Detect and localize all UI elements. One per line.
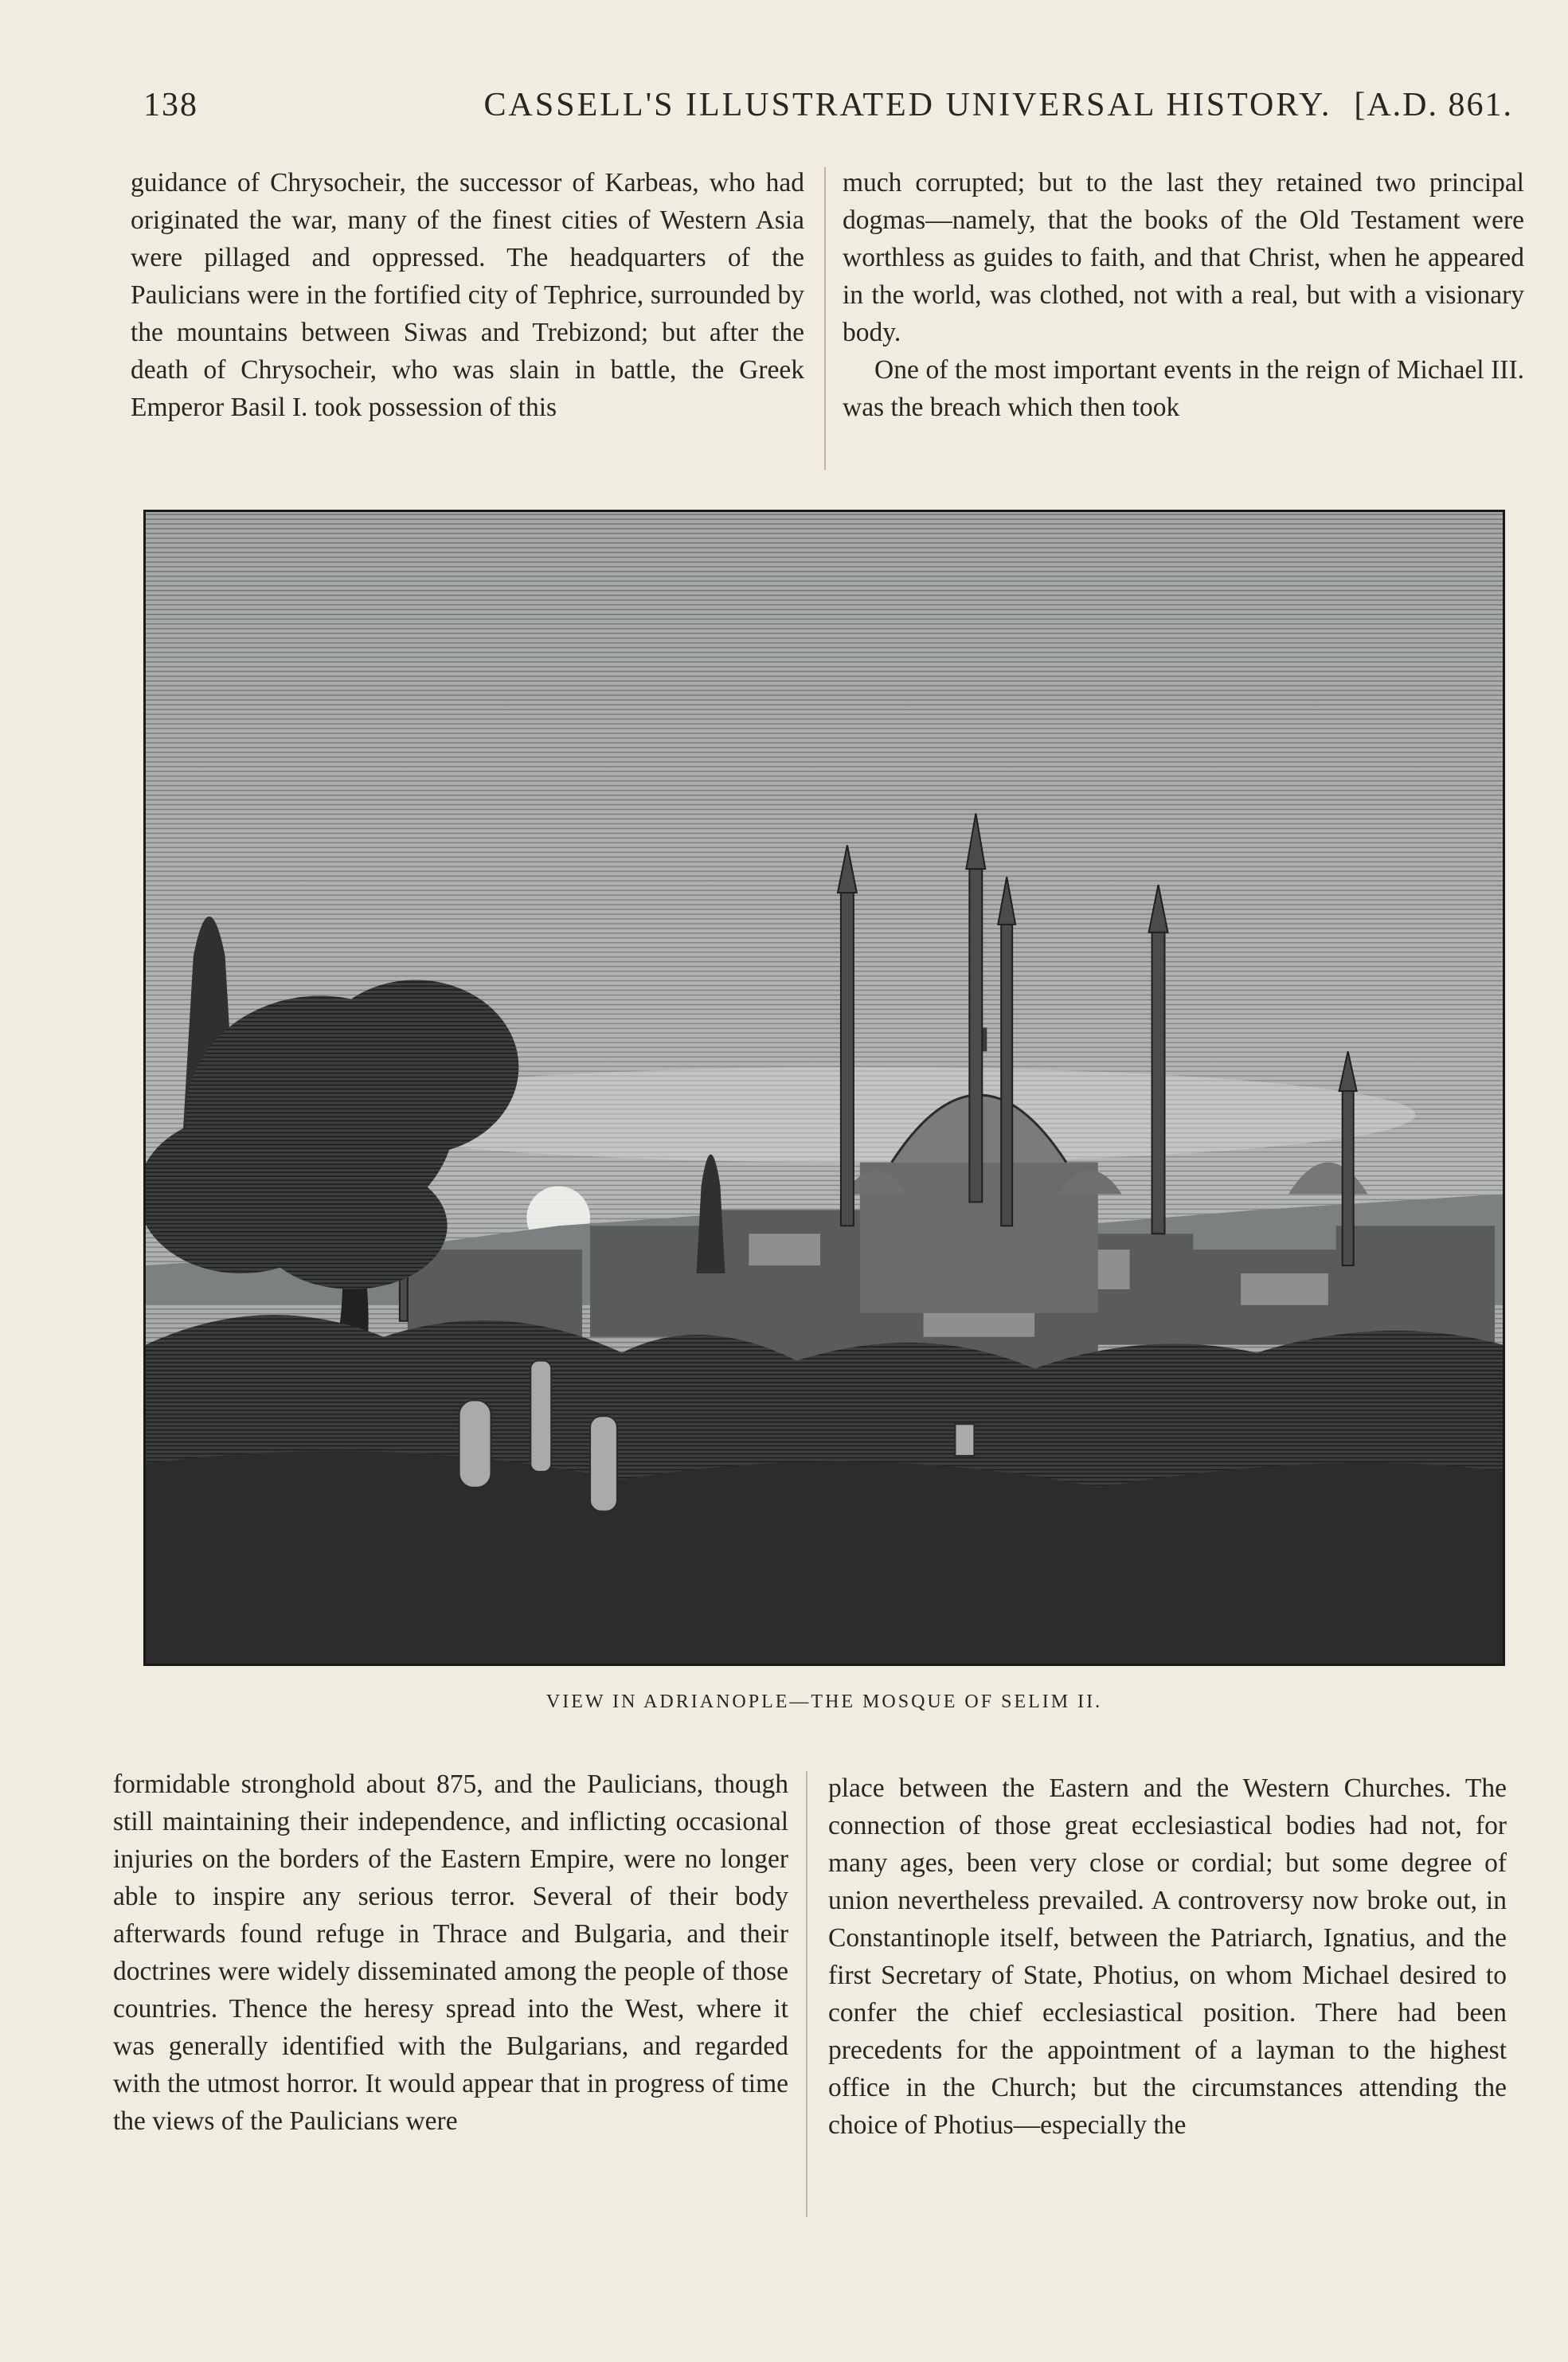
top-right-column: [843, 164, 1524, 426]
paragraph: guidance of Chrysocheir, the successor of Karbeas, who had originated the war, many of the finest cities of Western Asia were pillaged and oppressed. The headquarters of the Paulicians were in the fortified city of Tephrice, surrounded by the mountains between Siwas and Trebizond; but after the death of Chrysocheir, who was slain in battle, the Greek Emperor Basil I. took possession of this: [131, 168, 804, 422]
bottom-right-column: [828, 1770, 1507, 2144]
bottom-left-column: [113, 1766, 788, 2140]
column-rule: [824, 167, 826, 470]
running-head: [143, 86, 1513, 134]
engraving-mosque-of-selim: [143, 510, 1505, 1666]
page-number: 138: [143, 87, 198, 123]
paragraph: One of the most important events in the reign of Michael III. was the breach which then took: [843, 355, 1524, 422]
paragraph: much corrupted; but to the last they retained two principal dogmas—namely, that the books of the Old Testament were worthless as guides to faith, and that Christ, when he appeared in the world, was clothed, not with a real, but with a visionary body.: [843, 168, 1524, 347]
running-title: CASSELL'S ILLUSTRATED UNIVERSAL HISTORY.: [483, 87, 1332, 123]
running-date: [A.D. 861.: [1354, 87, 1513, 123]
paragraph: formidable stronghold about 875, and the Paulicians, though still maintaining their independence, and inflicting occasional injuries on the borders of the Eastern Empire, were no longer able to inspire any serious terror. Several of their body afterwards found refuge in Thrace and Bulgaria, and their doctrines were widely disseminated among the people of those countries. Thence the heresy spread into the West, where it was generally identified with the Bulgarians, and regarded with the utmost horror. It would appear that in progress of time the views of the Paulicians were: [113, 1770, 788, 2136]
illustration-caption: VIEW IN ADRIANOPLE—THE MOSQUE OF SELIM II.: [545, 1691, 1103, 1712]
paragraph: place between the Eastern and the Western Churches. The connection of those great ecclesiastical bodies had not, for many ages, been very close or cordial; but some degree of union nevertheless prevailed. A controversy now broke out, in Constantinople itself, between the Patriarch, Ignatius, and the first Secretary of State, Photius, on whom Michael desired to confer the chief ecclesiastical position. There had been precedents for the appointment of a layman to the highest office in the Church; but the circumstances attending the choice of Photius—especially the: [828, 1773, 1507, 2140]
top-left-column: [131, 164, 804, 426]
column-rule: [806, 1771, 807, 2217]
